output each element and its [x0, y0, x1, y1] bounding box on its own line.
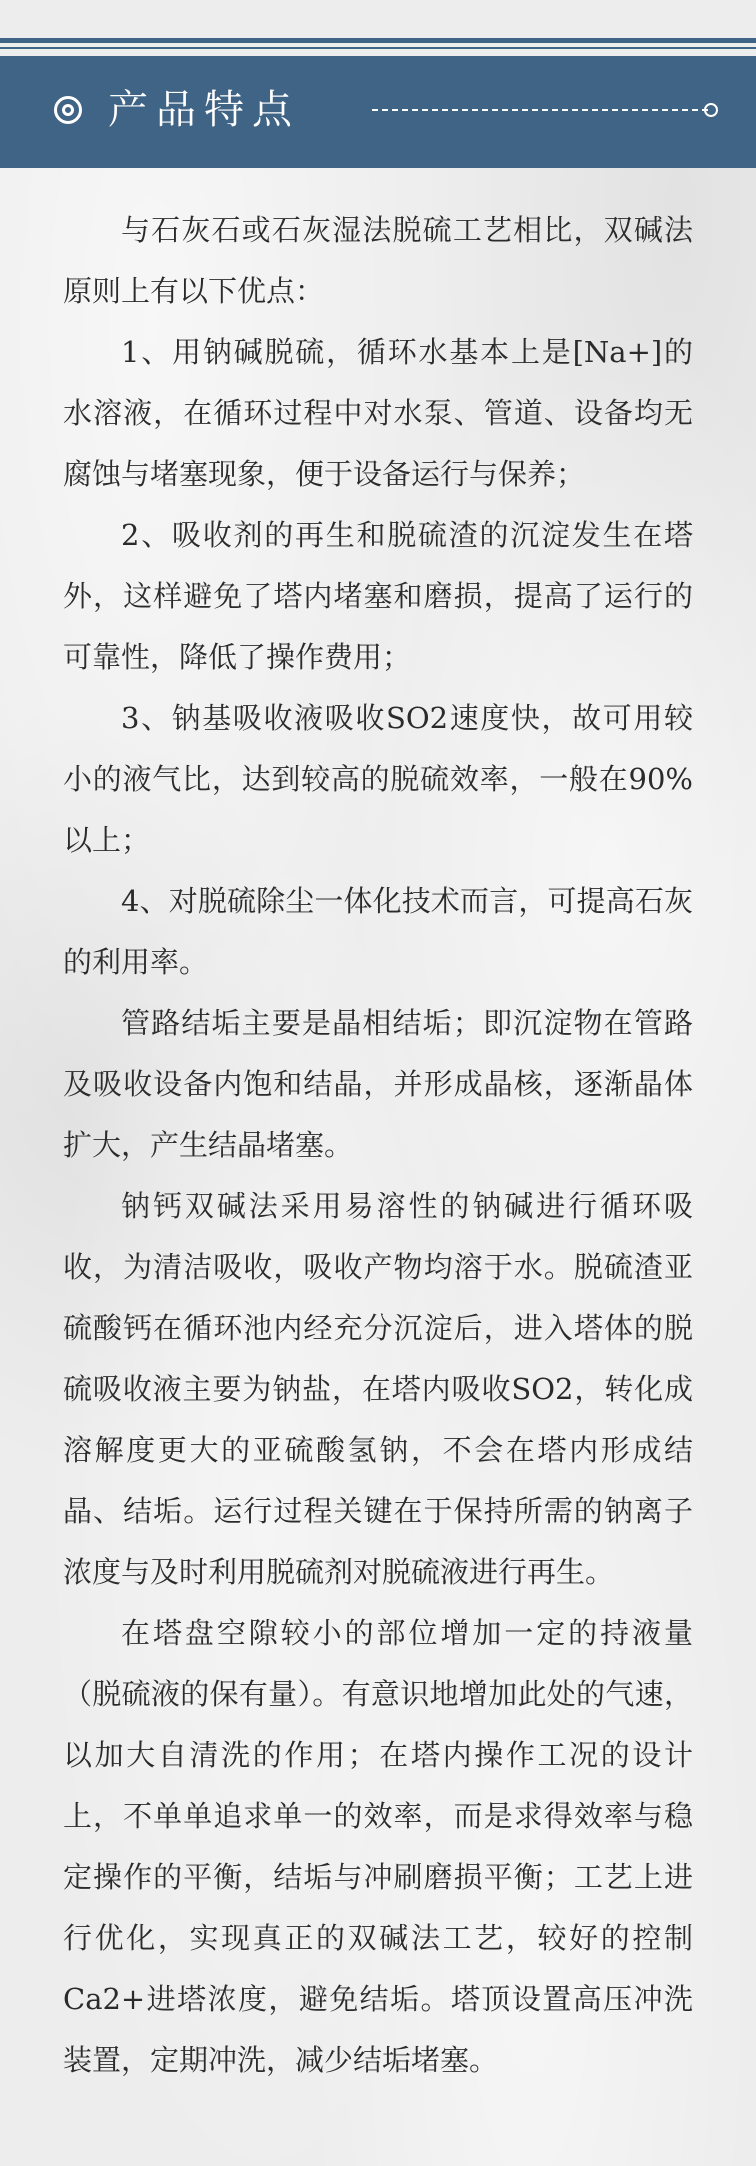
- header-end-circle-icon: [704, 103, 718, 117]
- advantage-2-paragraph: 2、吸收剂的再生和脱硫渣的沉淀发生在塔外，这样避免了塔内堵塞和磨损，提高了运行的可靠性，降低了操作费用；: [63, 518, 693, 674]
- advantage-1-paragraph: 1、用钠碱脱硫，循环水基本上是[Na+]的水溶液，在循环过程中对水泵、管道、设备均无腐蚀与堵塞现象，便于设备运行与保养；: [63, 335, 693, 491]
- section-header: [0, 56, 756, 168]
- advantage-4-paragraph: 4、对脱硫除尘一体化技术而言，可提高石灰的利用率。: [63, 884, 693, 979]
- top-decorative-rules: [0, 0, 756, 56]
- top-rule-thin: [0, 47, 756, 49]
- top-rule-thick: [0, 38, 756, 43]
- dual-alkali-paragraph: 钠钙双碱法采用易溶性的钠碱进行循环吸收，为清洁吸收，吸收产物均溶于水。脱硫渣亚硫酸钙在循环池内经充分沉淀后，进入塔体的脱硫吸收液主要为钠盐，在塔内吸收SO2，转化成溶解度更大的亚硫酸氢钠，不会在塔内形成结晶、结垢。运行过程关键在于保持所需的钠离子浓度与及时利用脱硫剂对脱硫液进行再生。: [63, 1189, 693, 1589]
- tower-design-paragraph: 在塔盘空隙较小的部位增加一定的持液量（脱硫液的保有量）。有意识地增加此处的气速，以加大自清洗的作用；在塔内操作工况的设计上，不单单追求单一的效率，而是求得效率与稳定操作的平衡，结垢与冲刷磨损平衡；工艺上进行优化，实现真正的双碱法工艺，较好的控制Ca2+进塔浓度，避免结垢。塔顶设置高压冲洗装置，定期冲洗，减少结垢堵塞。: [63, 1616, 693, 2077]
- intro-paragraph: 与石灰石或石灰湿法脱硫工艺相比，双碱法原则上有以下优点：: [63, 213, 693, 308]
- article-body: [63, 200, 693, 2091]
- advantage-3-paragraph: 3、钠基吸收液吸收SO2速度快，故可用较小的液气比，达到较高的脱硫效率，一般在90%以上；: [63, 701, 693, 857]
- header-dashed-line: [372, 109, 708, 111]
- target-icon: [54, 96, 82, 124]
- scaling-paragraph: 管路结垢主要是晶相结垢；即沉淀物在管路及吸收设备内饱和结晶，并形成晶核，逐渐晶体扩大，产生结晶堵塞。: [63, 1006, 693, 1162]
- section-title: 产品特点: [108, 87, 300, 133]
